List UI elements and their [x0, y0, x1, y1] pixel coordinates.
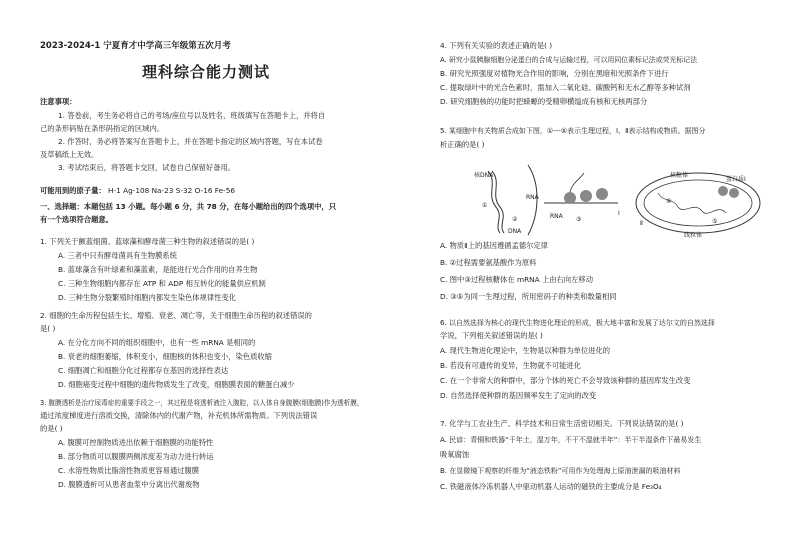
notice-line: 己的条形码贴在条形码指定的区域内。: [40, 124, 165, 133]
question-option: C. 图中③过程核糖体在 mRNA 上由右向左移动: [440, 275, 593, 284]
gene-expression-diagram: [468, 163, 768, 238]
diagram-label-I: Ⅰ: [618, 210, 620, 217]
peptide-chain: [570, 173, 584, 192]
ribosome-shape: [596, 188, 608, 200]
question-option: D. 研究细胞核的功能时把蝾螈的受精卵横缢成有核和无核两部分: [440, 97, 648, 106]
diagram-label-step3: ③: [576, 216, 582, 223]
question-stem: 4. 下列有关实验的表述正确的是( ): [440, 41, 553, 50]
diagram-label-step5: ⑤: [712, 218, 718, 225]
diagram-label-nucleus-dna: 核DNA: [474, 172, 494, 179]
diagram-label-rna: RNA: [526, 194, 539, 201]
diagram-label-step2: ②: [512, 216, 518, 223]
notice-line: 1. 答卷前，考生务必将自己的考场/座位号以及姓名、班级填写在答题卡上，并将自: [58, 111, 326, 120]
question-option: A. 民谚：青铜和铁器“千年土，湿万年，不干不湿就半年”：半干半湿条件下最易发生: [440, 436, 702, 444]
diagram-label-dna: DNA: [508, 228, 522, 235]
question-stem: 通过浓度梯度进行溶质交换，清除体内的代谢产物，补充机体所需物质。下列说法错误: [40, 411, 318, 420]
question-option: D. 细胞癌变过程中细胞的遗传物质发生了改变，细胞膜表面的糖蛋白减少: [58, 380, 295, 389]
question-option: A. 三者中只有酵母菌具有生物膜系统: [58, 251, 177, 260]
question-option: B. 衰老的细胞萎缩，体积变小，细胞核的体积也变小，染色质收缩: [58, 352, 272, 361]
question-option: B. 研究光照强度对植物光合作用的影响，分别在黑暗和光照条件下进行: [440, 69, 669, 78]
question-option: 吸氧腐蚀: [440, 450, 470, 459]
question-option: C. 铁磁液体冷冻机器人中驱动机器人运动的磁铁的主要成分是 Fe₃O₄: [440, 482, 662, 491]
question-option: A. 现代生物进化理论中，生物是以种群为单位进化的: [440, 346, 611, 355]
ribosome-shape: [564, 192, 576, 204]
question-option: D. 腹膜透析可从患者血浆中分离出代谢废物: [58, 480, 200, 489]
question-stem: 2. 细胞的生命历程包括生长、增殖、衰老、凋亡等，关于细胞生命历程的叙述错误的: [40, 311, 312, 320]
section-heading: 有一个选项符合题意。: [40, 215, 113, 224]
question-stem: 学说，下列相关叙述错误的是( ): [440, 331, 543, 340]
question-stem: 6. 以自然选择为核心的现代生物进化理论的形成，极大地丰富和发展了达尔文的自然选择: [440, 319, 715, 327]
atomic-mass-line: [40, 186, 235, 196]
atomic-mass-values: H-1 Ag-108 Na-23 S-32 O-16 Fe-56: [108, 186, 236, 195]
mito-ribosome: [718, 186, 728, 196]
question-option: B. 部分物质可以腹膜两侧浓度差为动力进行转运: [58, 452, 214, 461]
ribosome-shape: [580, 190, 592, 202]
question-stem: 析正确的是( ): [440, 140, 485, 149]
mitochondrion-inner: [644, 180, 752, 226]
notice-line: 及草稿纸上无效。: [40, 150, 99, 159]
paper-title: 理科综合能力测试: [142, 63, 271, 81]
question-stem: 是( ): [40, 324, 56, 333]
question-option: C. 细胞凋亡和细胞分化过程都存在基因的选择性表达: [58, 366, 229, 375]
question-option: A. 物质Ⅱ上的基因遵循孟德尔定律: [440, 241, 548, 250]
question-option: C. 在一个非常大的种群中，部分个体的死亡不会导致该种群的基因库发生改变: [440, 376, 691, 385]
section-heading: 一、选择题：本题包括 13 小题。每小题 6 分，共 78 分，在每小题给出的四个选项中，只: [40, 202, 337, 211]
diagram-label-mito: 线粒体: [684, 232, 703, 238]
question-stem: 3. 腹膜透析是治疗尿毒症的重要手段之一，其过程是将透析液注入腹腔，以人体自身腹膜(细胞膜)作为透析膜，: [40, 399, 364, 407]
question-option: A. 腹膜可控制物质进出依赖于细胞膜的功能特性: [58, 438, 214, 447]
question-option: B. 若没有可遗传的变异，生物就不可能进化: [440, 361, 581, 370]
diagram-label-protein: 蛋白质Ⅰ: [726, 176, 746, 183]
question-option: C. 提取绿叶中的光合色素时，需加入二氧化硅、碳酸钙和无水乙醇等多种试剂: [440, 83, 691, 92]
question-option: C. 三种生物细胞内都存在 ATP 和 ADP 相互转化的能量供应机制: [58, 279, 266, 288]
mito-ribosome: [729, 188, 739, 198]
notice-line: 2. 作答时，务必将答案写在答题卡上，并在答题卡指定的区域内答题，写在本试卷: [58, 137, 323, 146]
dna-strand: [488, 171, 500, 233]
question-stem: 7. 化学与工农业生产、科学技术和日常生活密切相关。下列说法错误的是( ): [440, 419, 684, 428]
exam-header-line: 2023-2024-1 宁夏育才中学高三年级第五次月考: [40, 41, 231, 51]
diagram-label-step1: ①: [482, 202, 488, 209]
question-option: A. 研究小鼠胰腺细胞分泌蛋白的合成与运输过程，可以用同位素标记法或荧光标记法: [440, 56, 698, 64]
notice-line: 3. 考试结束后，将答题卡交回，试卷自己保留好备用。: [58, 163, 236, 172]
notice-heading: 注意事项：: [40, 97, 77, 106]
diagram-label-rna-2: RNA: [550, 213, 563, 220]
question-stem: 5. 某细胞中有关物质合成如下图，①---⑤表示生理过程，Ⅰ、Ⅱ表示结构或物质。据图分: [440, 127, 706, 135]
question-option: D. 三种生物分裂繁殖时细胞内都发生染色体规律性变化: [58, 293, 237, 302]
diagram-label-step4: ④: [666, 198, 672, 205]
diagram-label-II: Ⅱ: [640, 220, 643, 227]
question-option: B. ②过程需要氨基酸作为原料: [440, 258, 537, 267]
question-option: C. 水溶性物质比脂溶性物质更容易通过腹膜: [58, 466, 200, 475]
question-option: B. 蓝球藻含有叶绿素和藻蓝素，是能进行光合作用的自养生物: [58, 265, 258, 274]
question-option: D. 自然选择使种群的基因频率发生了定向的改变: [440, 391, 597, 400]
question-option: D. ③⑤为同一生理过程，所用密码子的种类和数量相同: [440, 292, 617, 301]
atomic-mass-label: 可能用到的原子量：: [40, 186, 106, 195]
diagram-label-ribosome: 核糖体: [670, 172, 689, 179]
question-stem: 的是( ): [40, 424, 63, 433]
question-option: A. 在分化方向不同的组织细胞中，也有一些 mRNA 是相同的: [58, 338, 256, 347]
question-stem: 1. 下列关于颤蓝细菌、蓝球藻和酵母菌三种生物的叙述错误的是( ): [40, 237, 255, 246]
question-option: B. 在显微镜下观察的纤维为“液态铁粉”可用作为处理海上原油泄漏的吸油材料: [440, 467, 681, 475]
